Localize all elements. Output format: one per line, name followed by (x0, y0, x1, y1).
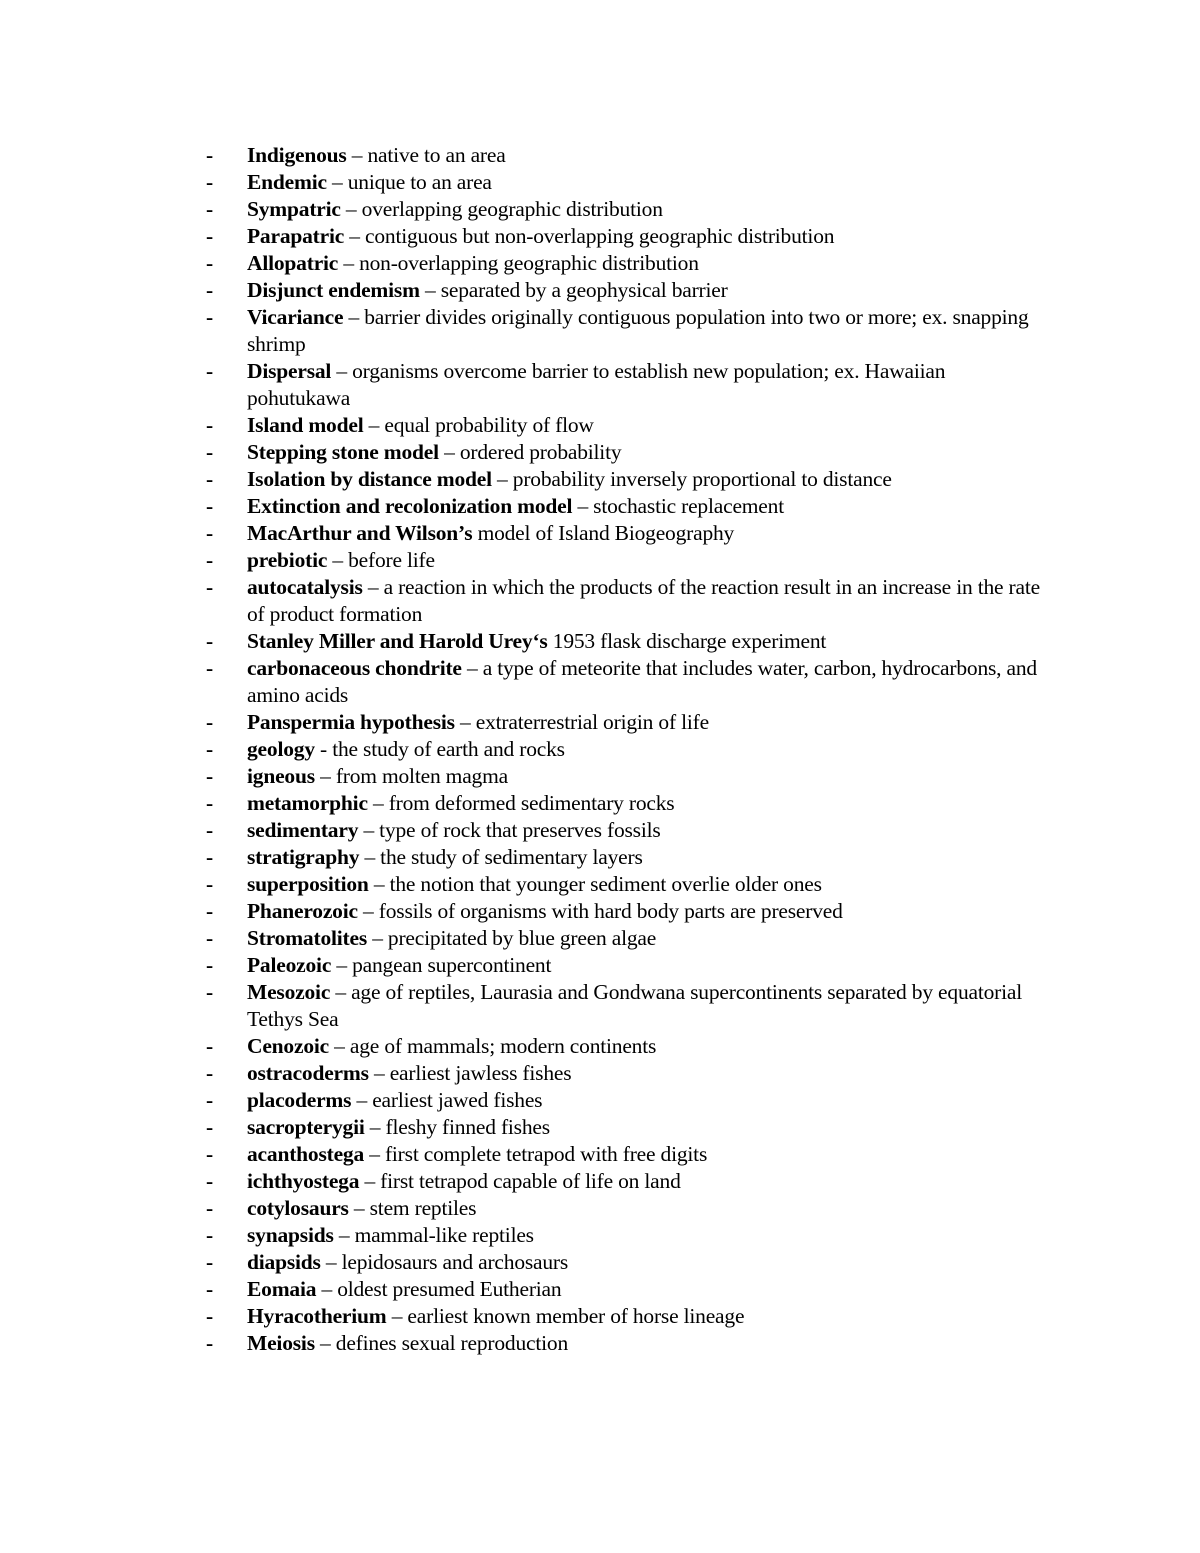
glossary-entry (206, 277, 1046, 304)
term-separator: – (368, 872, 390, 896)
term-separator: – (343, 305, 365, 329)
bullet-dash: - (206, 764, 213, 788)
glossary-definition: first tetrapod capable of life on land (380, 1169, 681, 1193)
term-separator: – (314, 764, 336, 788)
glossary-term: stratigraphy (247, 845, 360, 869)
glossary-term: ichthyostega (247, 1169, 360, 1193)
glossary-definition: ordered probability (459, 440, 622, 464)
term-separator: – (363, 413, 385, 437)
glossary-entry (206, 304, 1046, 358)
glossary-definition: type of rock that preserves fossils (379, 818, 661, 842)
glossary-entry (206, 871, 1046, 898)
glossary-entry (206, 817, 1046, 844)
term-separator: – (364, 1142, 385, 1166)
glossary-entry (206, 223, 1046, 250)
term-separator: – (314, 1331, 336, 1355)
bullet-dash: - (206, 548, 213, 572)
glossary-list (206, 142, 1046, 1357)
glossary-term: diapsids (247, 1250, 321, 1274)
glossary-entry (206, 196, 1046, 223)
bullet-dash: - (206, 629, 213, 653)
glossary-definition: precipitated by blue green algae (387, 926, 657, 950)
glossary-term: Panspermia hypothesis (247, 710, 455, 734)
glossary-definition: model of Island Biogeography (477, 521, 735, 545)
bullet-dash: - (206, 1169, 213, 1193)
glossary-definition: a type of meteorite that includes water, carbon, hydrocarbons, and amino acids (247, 656, 1037, 707)
glossary-definition: non-overlapping geographic distribution (359, 251, 699, 275)
bullet-dash: - (206, 359, 213, 383)
bullet-dash: - (206, 1088, 213, 1112)
glossary-term: Island model (247, 413, 364, 437)
bullet-dash: - (206, 1250, 213, 1274)
bullet-dash: - (206, 980, 213, 1004)
glossary-term: sedimentary (247, 818, 359, 842)
glossary-definition: oldest presumed Eutherian (337, 1277, 562, 1301)
glossary-entry (206, 1303, 1046, 1330)
glossary-definition: extraterrestrial origin of life (475, 710, 709, 734)
glossary-entry (206, 1087, 1046, 1114)
glossary-term: Disjunct endemism (247, 278, 420, 302)
bullet-dash: - (206, 1115, 213, 1139)
glossary-term: cotylosaurs (247, 1196, 349, 1220)
glossary-entry (206, 547, 1046, 574)
glossary-entry (206, 898, 1046, 925)
glossary-term: Isolation by distance model (247, 467, 492, 491)
glossary-term: Hyracotherium (247, 1304, 387, 1328)
glossary-term: Allopatric (247, 251, 339, 275)
term-separator: – (316, 1277, 338, 1301)
glossary-definition: separated by a geophysical barrier (440, 278, 728, 302)
term-separator: – (351, 1088, 373, 1112)
glossary-term: carbonaceous chondrite (247, 656, 462, 680)
glossary-entry (206, 412, 1046, 439)
bullet-dash: - (206, 170, 213, 194)
bullet-dash: - (206, 1142, 213, 1166)
term-separator: – (364, 1115, 386, 1139)
bullet-dash: - (206, 899, 213, 923)
bullet-dash: - (206, 1034, 213, 1058)
glossary-definition: contiguous but non-overlapping geographic distribution (365, 224, 835, 248)
glossary-term: metamorphic (247, 791, 368, 815)
term-separator: – (419, 278, 441, 302)
bullet-dash: - (206, 710, 213, 734)
glossary-entry (206, 655, 1046, 709)
glossary-entry (206, 1249, 1046, 1276)
term-separator: – (338, 251, 360, 275)
term-separator: – (368, 1061, 390, 1085)
bullet-dash: - (206, 575, 213, 599)
glossary-entry (206, 790, 1046, 817)
glossary-term: ostracoderms (247, 1061, 369, 1085)
glossary-term: autocatalysis (247, 575, 363, 599)
term-separator: – (326, 170, 348, 194)
glossary-term: placoderms (247, 1088, 352, 1112)
glossary-entry (206, 493, 1046, 520)
term-separator: – (331, 953, 353, 977)
glossary-definition: organisms overcome barrier to establish new population; ex. Hawaiian pohutukawa (247, 359, 946, 410)
glossary-term: Cenozoic (247, 1034, 329, 1058)
glossary-definition: earliest jawless fishes (389, 1061, 572, 1085)
glossary-entry (206, 1141, 1046, 1168)
bullet-dash: - (206, 1061, 213, 1085)
glossary-definition: the study of earth and rocks (332, 737, 565, 761)
glossary-entry (206, 1330, 1046, 1357)
glossary-entry (206, 466, 1046, 493)
glossary-entry (206, 1033, 1046, 1060)
glossary-term: Stepping stone model (247, 440, 439, 464)
glossary-term: igneous (247, 764, 315, 788)
glossary-definition: stochastic replacement (593, 494, 784, 518)
glossary-entry (206, 1114, 1046, 1141)
term-separator: – (320, 1250, 342, 1274)
glossary-term: synapsids (247, 1223, 334, 1247)
glossary-definition: age of mammals; modern continents (349, 1034, 657, 1058)
term-separator: – (386, 1304, 408, 1328)
glossary-definition: the notion that younger sediment overlie older ones (389, 872, 822, 896)
glossary-entry (206, 169, 1046, 196)
glossary-definition: stem reptiles (369, 1196, 477, 1220)
glossary-term: superposition (247, 872, 369, 896)
term-separator: – (330, 980, 352, 1004)
bullet-dash: - (206, 818, 213, 842)
glossary-entry (206, 709, 1046, 736)
bullet-dash: - (206, 791, 213, 815)
glossary-definition: the study of sedimentary layers (380, 845, 643, 869)
glossary-term: Stromatolites (247, 926, 368, 950)
glossary-term: geology (247, 737, 315, 761)
term-separator: – (358, 818, 380, 842)
term-separator: – (461, 656, 483, 680)
bullet-dash: - (206, 1331, 213, 1355)
bullet-dash: - (206, 197, 213, 221)
glossary-entry (206, 736, 1046, 763)
glossary-definition: barrier divides originally contiguous population into two or more; ex. snapping shrimp (247, 305, 1029, 356)
glossary-definition: age of reptiles, Laurasia and Gondwana supercontinents separated by equatorial Tethys Sea (247, 980, 1023, 1031)
glossary-term: Extinction and recolonization model (247, 494, 573, 518)
glossary-entry (206, 520, 1046, 547)
glossary-entry (206, 844, 1046, 871)
glossary-definition: probability inversely proportional to distance (512, 467, 892, 491)
bullet-dash: - (206, 305, 213, 329)
glossary-term: sacropterygii (247, 1115, 365, 1139)
glossary-entry (206, 1168, 1046, 1195)
bullet-dash: - (206, 494, 213, 518)
term-separator: – (491, 467, 513, 491)
term-separator: - (314, 737, 333, 761)
bullet-dash: - (206, 953, 213, 977)
glossary-term: Phanerozoic (247, 899, 358, 923)
term-separator: – (454, 710, 476, 734)
term-separator: – (362, 575, 384, 599)
glossary-entry (206, 250, 1046, 277)
glossary-definition: mammal-like reptiles (354, 1223, 534, 1247)
glossary-definition: earliest jawed fishes (372, 1088, 543, 1112)
bullet-dash: - (206, 737, 213, 761)
bullet-dash: - (206, 1277, 213, 1301)
glossary-entry (206, 763, 1046, 790)
term-separator: – (359, 1169, 381, 1193)
glossary-definition: first complete tetrapod with free digits (384, 1142, 708, 1166)
bullet-dash: - (206, 656, 213, 680)
glossary-definition: fleshy finned fishes (385, 1115, 550, 1139)
term-separator: – (331, 359, 353, 383)
glossary-term: acanthostega (247, 1142, 365, 1166)
glossary-entry (206, 142, 1046, 169)
bullet-dash: - (206, 1223, 213, 1247)
term-separator: – (572, 494, 594, 518)
glossary-definition: from molten magma (335, 764, 508, 788)
glossary-definition: overlapping geographic distribution (361, 197, 663, 221)
glossary-entry (206, 925, 1046, 952)
glossary-term: Dispersal (247, 359, 332, 383)
term-separator: – (357, 899, 379, 923)
bullet-dash: - (206, 224, 213, 248)
glossary-term: prebiotic (247, 548, 328, 572)
term-separator: – (344, 224, 366, 248)
glossary-definition: before life (348, 548, 435, 572)
glossary-entry (206, 1195, 1046, 1222)
glossary-definition: fossils of organisms with hard body parts are preserved (378, 899, 843, 923)
term-separator: – (367, 926, 388, 950)
bullet-dash: - (206, 143, 213, 167)
glossary-definition: defines sexual reproduction (335, 1331, 568, 1355)
glossary-definition: equal probability of flow (384, 413, 594, 437)
glossary-term: Indigenous (247, 143, 347, 167)
bullet-dash: - (206, 251, 213, 275)
term-separator: – (329, 1034, 350, 1058)
glossary-entry (206, 1060, 1046, 1087)
bullet-dash: - (206, 467, 213, 491)
glossary-entry (206, 439, 1046, 466)
term-separator: – (327, 548, 349, 572)
glossary-term: Vicariance (247, 305, 344, 329)
term-separator: – (367, 791, 389, 815)
glossary-term: Paleozoic (247, 953, 332, 977)
glossary-definition: 1953 flask discharge experiment (552, 629, 827, 653)
term-separator: – (359, 845, 381, 869)
glossary-term: Meiosis (247, 1331, 315, 1355)
glossary-entry (206, 1222, 1046, 1249)
glossary-term: Endemic (247, 170, 327, 194)
glossary-entry (206, 979, 1046, 1033)
glossary-definition: pangean supercontinent (352, 953, 552, 977)
bullet-dash: - (206, 278, 213, 302)
glossary-term: Mesozoic (247, 980, 331, 1004)
bullet-dash: - (206, 413, 213, 437)
glossary-entry (206, 952, 1046, 979)
glossary-definition: a reaction in which the products of the reaction result in an increase in the rate of product formation (247, 575, 1040, 626)
bullet-dash: - (206, 872, 213, 896)
bullet-dash: - (206, 926, 213, 950)
glossary-entry (206, 358, 1046, 412)
glossary-term: MacArthur and Wilson’s (247, 521, 473, 545)
glossary-term: Parapatric (247, 224, 345, 248)
glossary-definition: lepidosaurs and archosaurs (341, 1250, 569, 1274)
term-separator: – (346, 143, 368, 167)
glossary-definition: from deformed sedimentary rocks (388, 791, 675, 815)
term-separator: – (340, 197, 362, 221)
glossary-entry (206, 1276, 1046, 1303)
glossary-term: Eomaia (247, 1277, 317, 1301)
term-separator: – (333, 1223, 355, 1247)
term-separator: – (438, 440, 460, 464)
glossary-definition: native to an area (367, 143, 506, 167)
glossary-definition: earliest known member of horse lineage (407, 1304, 745, 1328)
glossary-term: Sympatric (247, 197, 341, 221)
bullet-dash: - (206, 521, 213, 545)
bullet-dash: - (206, 1304, 213, 1328)
glossary-entry (206, 574, 1046, 628)
bullet-dash: - (206, 845, 213, 869)
glossary-definition: unique to an area (347, 170, 492, 194)
bullet-dash: - (206, 1196, 213, 1220)
glossary-entry (206, 628, 1046, 655)
term-separator: – (348, 1196, 370, 1220)
glossary-term: Stanley Miller and Harold Urey‘s (247, 629, 548, 653)
bullet-dash: - (206, 440, 213, 464)
